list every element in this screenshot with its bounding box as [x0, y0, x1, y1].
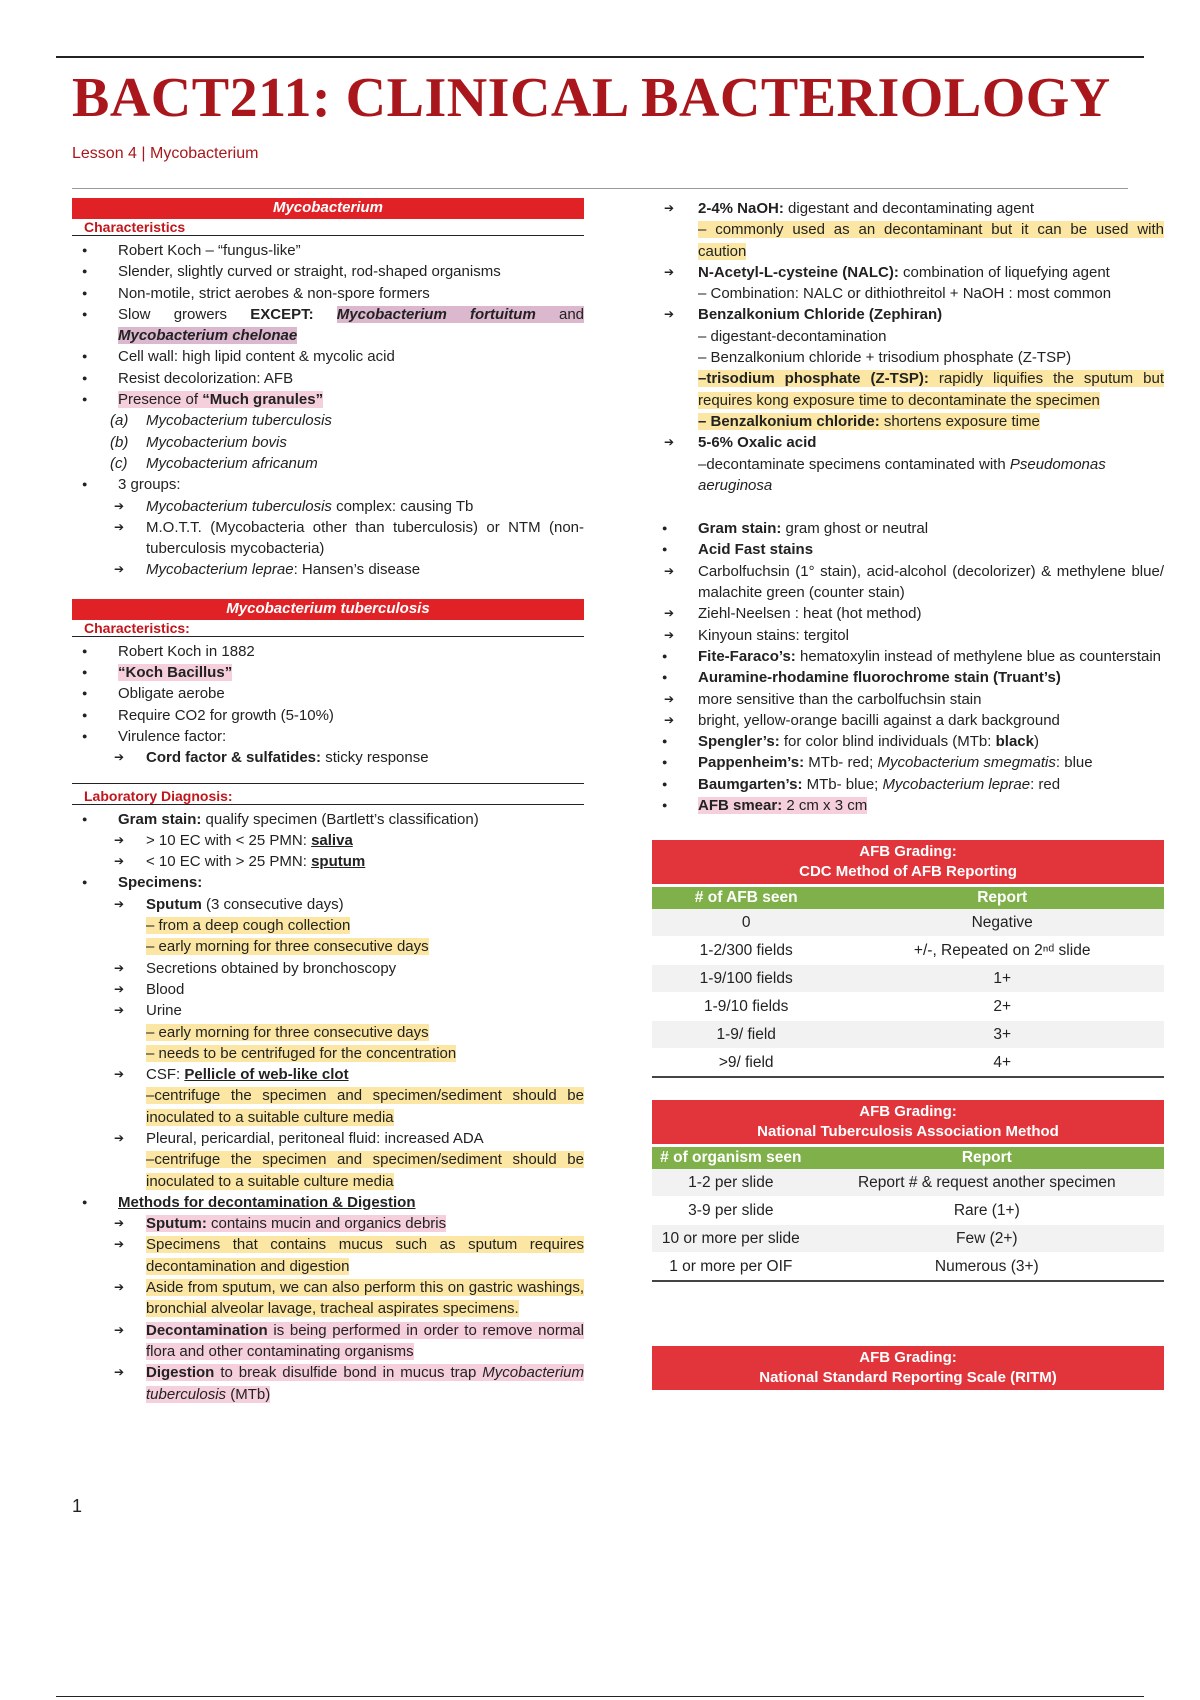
list-item: ● Acid Fast stains: [652, 539, 1164, 560]
list-item: ● Spengler’s: for color blind individuals (MTb: black): [652, 731, 1164, 752]
list-item: [72, 389, 584, 410]
table-row: 1 or more per OIF Numerous (3+): [652, 1253, 1164, 1282]
list-item: ● Require CO2 for growth (5-10%): [72, 705, 584, 726]
list-item: ● Slender, slightly curved or straight, rod-shaped organisms: [72, 261, 584, 282]
table-header-band: AFB Grading: National Tuberculosis Association Method: [652, 1100, 1164, 1144]
note-line: –decontaminate specimens contaminated with Pseudomonas aeruginosa: [698, 455, 1106, 494]
section-heading-characteristics: Characteristics: [72, 219, 584, 236]
arrow-item: ➔ Sputum (3 consecutive days): [72, 894, 584, 915]
left-column: [72, 198, 584, 1405]
note-line: – from a deep cough collection: [146, 917, 351, 935]
mtb-characteristics-list: [72, 641, 584, 747]
note-line: – needs to be centrifuged for the concentration: [146, 1044, 457, 1062]
stains-list: [652, 518, 1164, 561]
arrow-item: ➔ Aside from sputum, we can also perform this on gastric washings, bronchial alveolar lavage, tracheal aspirates specimens.: [72, 1277, 584, 1320]
section-band-mycobacterium: Mycobacterium: [72, 198, 584, 219]
table-row: >9/ field 4+: [652, 1049, 1164, 1078]
table-row: 10 or more per slide Few (2+): [652, 1225, 1164, 1253]
list-item: ● Virulence factor:: [72, 726, 584, 747]
top-rule: [56, 56, 1144, 58]
table-row: 0 Negative: [652, 909, 1164, 937]
lesson-subtitle: Lesson 4 | Mycobacterium: [72, 145, 259, 162]
column-header: # of AFB seen: [652, 886, 840, 910]
arrow-item: ➔ Kinyoun stains: tergitol: [652, 625, 1164, 646]
arrow-item: ➔ 5-6% Oxalic acid: [652, 432, 1164, 453]
arrow-item: ➔ M.O.T.T. (Mycobacteria other than tuberculosis) or NTM (non-tuberculosis mycobacteria): [72, 517, 584, 560]
nta-grading-table: [652, 1100, 1164, 1282]
bottom-rule: [56, 1696, 1144, 1697]
column-header: Report: [810, 1146, 1164, 1170]
arrow-item: ➔ Pleural, pericardial, peritoneal fluid: increased ADA: [72, 1128, 584, 1149]
list-item: ● Obligate aerobe: [72, 683, 584, 704]
list-item: [652, 795, 1164, 816]
note-line: [652, 368, 1164, 411]
arrow-item: ➔ Benzalkonium Chloride (Zephiran): [652, 304, 1164, 325]
list-item: ● “Koch Bacillus”: [72, 662, 584, 683]
list-item: ● Specimens:: [72, 872, 584, 893]
table-row: 1-9/ field 3+: [652, 1021, 1164, 1049]
highlight: Sputum: contains mucin and organics debris: [146, 1215, 447, 1233]
note-line: – early morning for three consecutive days: [146, 938, 429, 956]
list-item: ● Methods for decontamination & Digestion: [72, 1192, 584, 1213]
arrow-item: [72, 1213, 584, 1234]
list-item: ● Gram stain: gram ghost or neutral: [652, 518, 1164, 539]
table-row: 1-9/100 fields 1+: [652, 965, 1164, 993]
list-item: ● Resist decolorization: AFB: [72, 368, 584, 389]
note-line: – early morning for three consecutive days: [146, 1023, 429, 1041]
column-header: Report: [840, 886, 1164, 910]
arrow-item: ➔ < 10 EC with > 25 PMN: sputum: [72, 851, 584, 872]
arrow-item: ➔ Secretions obtained by bronchoscopy: [72, 958, 584, 979]
highlight: Presence of “Much granules”: [118, 391, 324, 409]
arrow-item: ➔ Specimens that contains mucus such as sputum requires decontamination and digestion: [72, 1234, 584, 1277]
arrow-item: ➔ bright, yellow-orange bacilli against a dark background: [652, 710, 1164, 731]
note-line: – Benzalkonium chloride + trisodium phosphate (Z-TSP): [698, 349, 1072, 367]
list-item: ● Robert Koch in 1882: [72, 641, 584, 662]
section-heading-mtb-characteristics: Characteristics:: [72, 620, 584, 637]
arrow-item: ➔ N-Acetyl-L-cysteine (NALC): combination of liquefying agent: [652, 262, 1164, 283]
lettered-item: (b) Mycobacterium bovis: [110, 433, 287, 451]
highlight: –trisodium phosphate (Z-TSP): rapidly liquifies the sputum but requires kong exposure time to decontaminate the specimen: [698, 370, 1164, 409]
arrow-item: ➔ Cord factor & sulfatides: sticky response: [72, 747, 584, 768]
column-header: # of organism seen: [652, 1146, 810, 1170]
note-line: [652, 411, 1164, 432]
list-item: ● Non-motile, strict aerobes & non-spore formers: [72, 283, 584, 304]
list-item: ● Slow growers EXCEPT: Mycobacterium fortuitum and Mycobacterium chelonae: [72, 304, 584, 347]
subtitle-rule: [72, 188, 1128, 189]
arrow-item: ➔ > 10 EC with < 25 PMN: saliva: [72, 830, 584, 851]
table-column-headers: [652, 1146, 1164, 1170]
note-line: – commonly used as an decontaminant but it can be used with caution: [698, 221, 1164, 260]
note-line: – Combination: NALC or dithiothreitol + NaOH : most common: [698, 285, 1112, 303]
table-column-headers: [652, 886, 1164, 910]
arrow-item: [72, 1320, 584, 1363]
list-item: ● Auramine-rhodamine fluorochrome stain (Truant’s): [652, 667, 1164, 688]
highlight: Decontamination is being performed in order to remove normal flora and other contaminating organisms: [146, 1321, 584, 1360]
list-item: ● Gram stain: qualify specimen (Bartlett’s classification): [72, 809, 584, 830]
right-column: [652, 198, 1164, 1390]
arrow-item: ➔ more sensitive than the carbolfuchsin stain: [652, 689, 1164, 710]
list-item: ● Pappenheim’s: MTb- red; Mycobacterium smegmatis: blue: [652, 752, 1164, 773]
list-item: ● Fite-Faraco’s: hematoxylin instead of methylene blue as counterstain: [652, 646, 1164, 667]
lettered-item: (a) Mycobacterium tuberculosis: [110, 412, 332, 430]
page-number: 1: [72, 1496, 83, 1516]
section-band-mtb: Mycobacterium tuberculosis: [72, 599, 584, 620]
note-line: –centrifuge the specimen and specimen/sediment should be inoculated to a suitable culture media: [146, 1087, 584, 1126]
arrow-item: ➔ Carbolfuchsin (1° stain), acid-alcohol (decolorizer) & methylene blue/ malachite green (counter stain): [652, 561, 1164, 604]
arrow-item: ➔ Blood: [72, 979, 584, 1000]
section-heading-lab-diagnosis: Laboratory Diagnosis:: [72, 783, 584, 805]
table-row: 1-2/300 fields +/-, Repeated on 2ⁿᵈ slide: [652, 937, 1164, 965]
arrow-item: ➔ Mycobacterium leprae: Hansen’s disease: [72, 559, 584, 580]
note-line: – digestant-decontamination: [698, 327, 887, 345]
highlight: AFB smear: 2 cm x 3 cm: [698, 797, 868, 815]
arrow-item: ➔ Urine: [72, 1000, 584, 1021]
list-item: ● 3 groups:: [72, 474, 584, 495]
nsrs-grading-header: AFB Grading: National Standard Reporting Scale (RITM): [652, 1346, 1164, 1390]
mycobacterium-characteristics-list: [72, 240, 584, 410]
table-header-band: AFB Grading: CDC Method of AFB Reporting: [652, 840, 1164, 884]
highlight: – Benzalkonium chloride: shortens exposure time: [698, 412, 1040, 430]
lettered-item: (c) Mycobacterium africanum: [110, 454, 318, 472]
arrow-item: ➔ 2-4% NaOH: digestant and decontaminating agent: [652, 198, 1164, 219]
highlight: Digestion to break disulfide bond in mucus trap Mycobacterium tuberculosis (MTb): [146, 1364, 584, 1403]
arrow-item: ➔ Mycobacterium tuberculosis complex: causing Tb: [72, 496, 584, 517]
highlight: Mycobacterium fortuitum and Mycobacterium chelonae: [118, 305, 585, 345]
arrow-item: [72, 1362, 584, 1405]
list-item: ● Cell wall: high lipid content & mycolic acid: [72, 346, 584, 367]
page-title: BACT211: CLINICAL BACTERIOLOGY: [72, 67, 1111, 129]
table-row: 1-9/10 fields 2+: [652, 993, 1164, 1021]
arrow-item: ➔ Ziehl-Neelsen : heat (hot method): [652, 603, 1164, 624]
list-item: ● Baumgarten’s: MTb- blue; Mycobacterium leprae: red: [652, 774, 1164, 795]
list-item: ● Robert Koch – “fungus-like”: [72, 240, 584, 261]
table-row: 3-9 per slide Rare (1+): [652, 1197, 1164, 1225]
arrow-item: ➔ CSF: Pellicle of web-like clot: [72, 1064, 584, 1085]
table-row: 1-2 per slide Report # & request another specimen: [652, 1169, 1164, 1197]
note-line: –centrifuge the specimen and specimen/sediment should be inoculated to a suitable culture media: [146, 1151, 584, 1190]
cdc-grading-table: [652, 840, 1164, 1078]
